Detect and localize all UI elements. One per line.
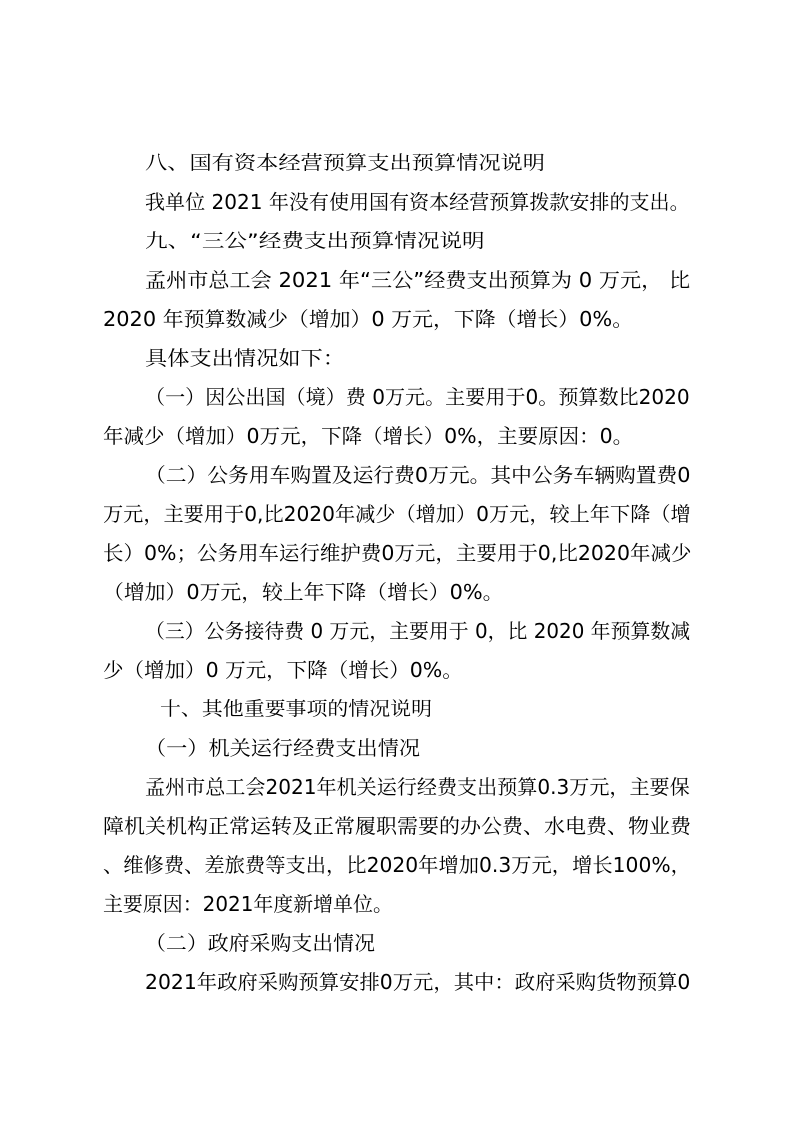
subsection-heading: （一）机关运行经费支出情况 [145,736,420,760]
paragraph-line: 少（增加）0 万元，下降（增长）0%。 [103,658,463,682]
paragraph-line: 孟州市总工会 2021 年“三公”经费支出预算为 0 万元， 比 [145,268,691,292]
paragraph-line: （增加）0万元，较上年下降（增长）0%。 [103,580,504,604]
section-8-heading: 八、国有资本经营预算支出预算情况说明 [145,152,546,174]
paragraph-line: （三）公务接待费 0 万元，主要用于 0，比 2020 年预算数减 [145,619,691,643]
paragraph-line: 具体支出情况如下： [145,346,345,370]
paragraph-line: 长）0%；公务用车运行维护费0万元，主要用于0,比2020年减少 [103,541,692,565]
subsection-heading: （二）政府采购支出情况 [145,931,375,955]
paragraph-line: （一）因公出国（境）费 0万元。主要用于0。预算数比2020 [145,385,690,409]
paragraph-line: 万元，主要用于0,比2020年减少（增加）0万元，较上年下降（增 [103,502,691,526]
paragraph-line: 主要原因：2021年度新增单位。 [103,892,393,916]
section-9-heading: 九、“三公”经费支出预算情况说明 [145,230,485,252]
section-10-heading: 十、其他重要事项的情况说明 [160,698,433,720]
paragraph-line: 2021年政府采购预算安排0万元，其中：政府采购货物预算0 [145,970,691,994]
paragraph-line: （二）公务用车购置及运行费0万元。其中公务车辆购置费0 [145,463,691,487]
paragraph-line: 年减少（增加）0万元，下降（增长）0%，主要原因：0。 [103,424,634,448]
paragraph-line: 、维修费、差旅费等支出，比2020年增加0.3万元，增长100%， [103,853,691,877]
paragraph-line: 我单位 2021 年没有使用国有资本经营预算拨款安排的支出。 [145,190,690,214]
paragraph-line: 孟州市总工会2021年机关运行经费支出预算0.3万元，主要保 [145,775,690,799]
paragraph-line: 2020 年预算数减少（增加）0 万元，下降（增长）0%。 [103,307,634,331]
paragraph-line: 障机关机构正常运转及正常履职需要的办公费、水电费、物业费 [103,814,691,838]
